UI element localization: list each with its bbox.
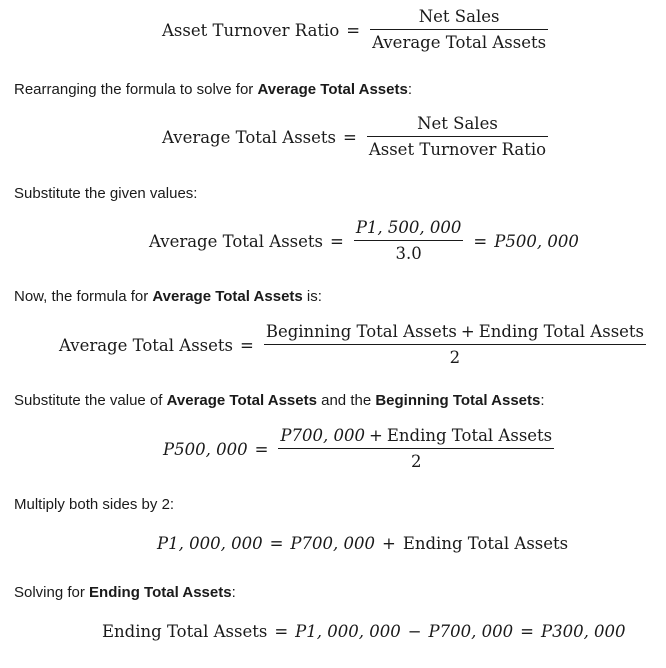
- eq4-num-beginning: Beginning Total Assets: [265, 322, 457, 341]
- eq5-num-beginning: P700, 000: [280, 426, 366, 445]
- text4-bold-2: Beginning Total Assets: [375, 392, 541, 409]
- eq3-fraction-bar: [354, 240, 464, 241]
- eq3-fraction: [351, 217, 467, 265]
- text4-bold-1: Average Total Assets: [166, 392, 317, 409]
- eq6-lhs: P1, 000, 000: [157, 534, 263, 553]
- eq7-result: P300, 000: [540, 622, 626, 641]
- eq4-num-ending: Ending Total Assets: [478, 322, 645, 341]
- eq6-plus: +: [382, 534, 396, 553]
- text3-plain: Now, the formula for: [14, 288, 153, 305]
- eq5-numerator: [278, 425, 554, 447]
- eq3-equals-2: =: [473, 231, 488, 251]
- text4-mid: and the: [316, 392, 376, 409]
- eq6-ending: Ending Total Assets: [402, 534, 569, 553]
- eq4-equals: =: [240, 335, 254, 355]
- text-substitute-given: [14, 184, 197, 204]
- eq6-beginning: P700, 000: [290, 534, 375, 553]
- eq2-fraction: [364, 113, 551, 161]
- eq4-numerator: [264, 321, 646, 343]
- eq5-num-ending: Ending Total Assets: [386, 426, 553, 445]
- eq7-a: P1, 000, 000: [295, 622, 401, 641]
- eq4-denominator: 2: [449, 348, 461, 367]
- eq2-fraction-bar: [367, 136, 548, 137]
- eq4-fraction-bar: [264, 344, 646, 345]
- equation-multiplied: [157, 534, 568, 553]
- equation-average-total-assets-value: [149, 217, 579, 265]
- eq7-equals-2: =: [520, 622, 534, 641]
- eq5-fraction-bar: [278, 448, 554, 449]
- text2-plain: Substitute the given values:: [14, 185, 198, 202]
- eq1-fraction: [367, 6, 551, 54]
- text-multiply: [14, 495, 174, 515]
- eq5-fraction: [275, 425, 557, 473]
- text-formula-for: [14, 287, 322, 307]
- equation-average-total-assets: [162, 113, 551, 161]
- eq3-denominator: 3.0: [395, 244, 422, 263]
- eq7-equals: =: [274, 622, 289, 641]
- eq1-fraction-bar: [370, 29, 548, 30]
- eq2-lhs: Average Total Assets: [162, 127, 336, 147]
- equation-asset-turnover-ratio: [162, 6, 551, 54]
- eq7-minus: −: [407, 622, 422, 641]
- text4-post: :: [540, 392, 545, 409]
- equation-average-formula: [59, 321, 649, 369]
- text-solving: [14, 583, 236, 603]
- eq4-plus: +: [460, 322, 475, 341]
- text6-post: :: [231, 584, 236, 601]
- equation-ending-result: [102, 622, 626, 641]
- eq7-lhs: Ending Total Assets: [102, 622, 268, 641]
- eq6-equals: =: [269, 534, 284, 553]
- text1-bold: Average Total Assets: [257, 81, 408, 98]
- eq5-plus: +: [369, 426, 383, 445]
- text3-post: is:: [302, 288, 322, 305]
- eq7-b: P700, 000: [428, 622, 514, 641]
- eq2-denominator: Asset Turnover Ratio: [368, 140, 547, 159]
- eq3-lhs: Average Total Assets: [149, 231, 323, 251]
- eq2-equals: =: [343, 127, 357, 147]
- text6-plain: Solving for: [14, 584, 90, 601]
- text4-plain: Substitute the value of: [14, 392, 167, 409]
- eq3-numerator: P1, 500, 000: [355, 218, 462, 237]
- eq1-denominator: Average Total Assets: [372, 33, 547, 52]
- text1-plain: Rearranging the formula to solve for: [14, 81, 258, 98]
- text5-plain: Multiply both sides by 2:: [14, 496, 175, 513]
- text3-bold: Average Total Assets: [152, 288, 303, 305]
- eq1-equals: =: [346, 20, 361, 40]
- text6-bold: Ending Total Assets: [89, 584, 232, 601]
- eq4-lhs: Average Total Assets: [59, 335, 233, 355]
- eq5-equals: =: [254, 439, 269, 459]
- eq2-numerator: Net Sales: [417, 114, 498, 133]
- equation-substituted: [163, 425, 557, 473]
- text1-post: :: [407, 81, 412, 98]
- eq5-lhs: P500, 000: [163, 439, 248, 459]
- eq5-denominator: 2: [411, 452, 422, 471]
- eq1-lhs: Asset Turnover Ratio: [162, 20, 340, 40]
- eq3-equals: =: [330, 231, 344, 251]
- text-rearranging: [14, 80, 412, 100]
- eq4-fraction: [261, 321, 649, 369]
- eq3-result: P500, 000: [494, 231, 579, 251]
- text-substitute-value: [14, 391, 545, 411]
- eq1-numerator: Net Sales: [418, 7, 500, 26]
